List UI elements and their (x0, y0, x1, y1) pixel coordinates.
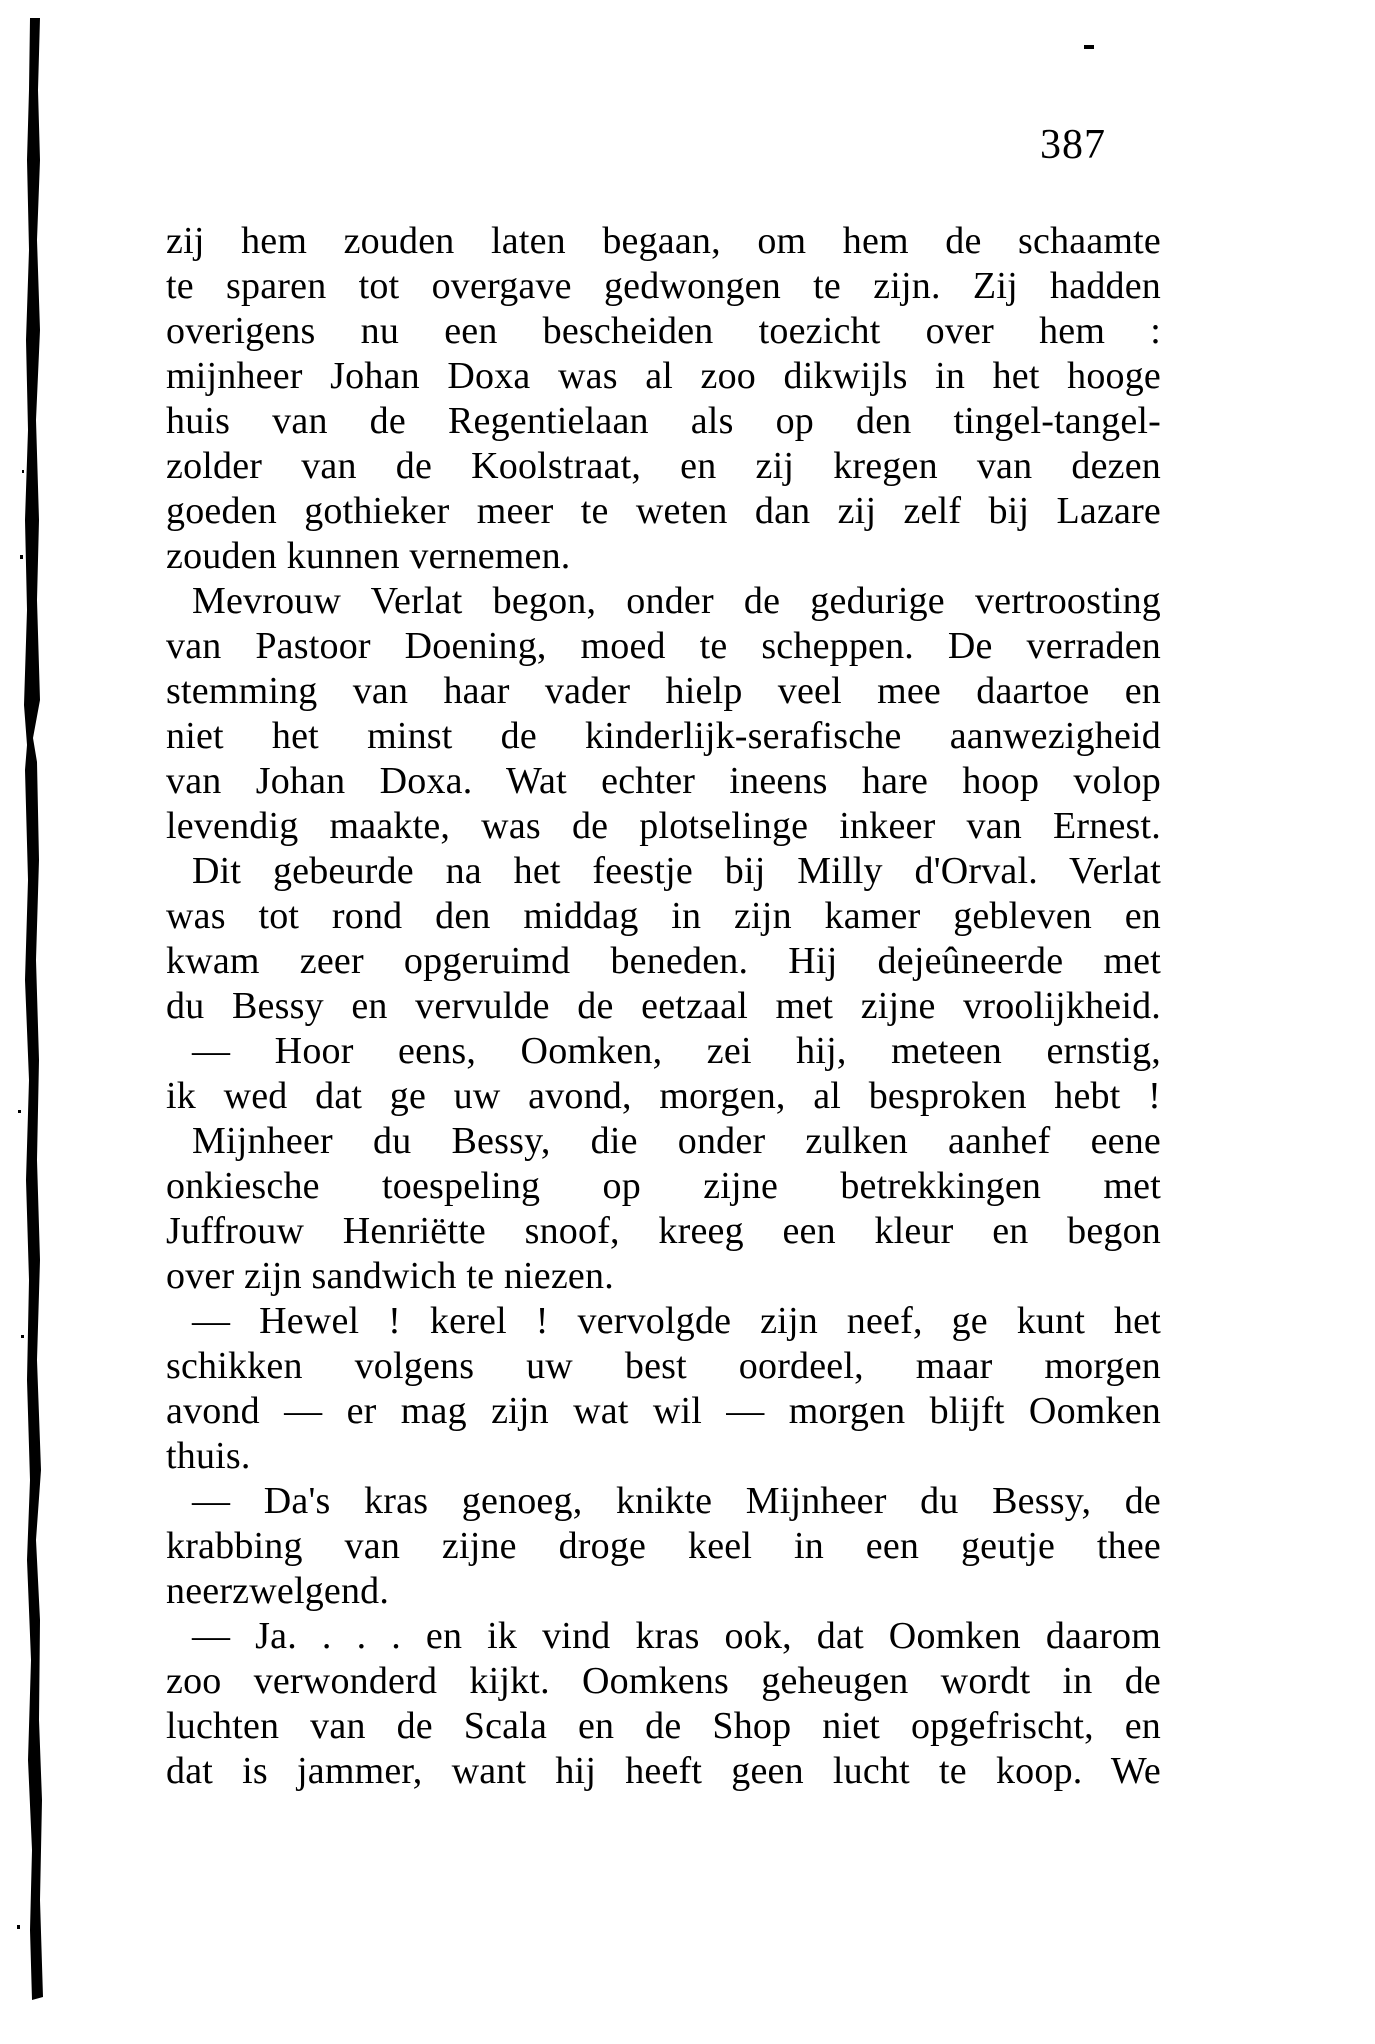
scan-edge-artifact (0, 0, 60, 2044)
text-line: luchten van de Scala en de Shop niet opgefrischt, en (166, 1705, 1161, 1747)
text-block (166, 219, 1161, 1794)
paragraph (166, 1614, 1161, 1794)
text-line: te sparen tot overgave gedwongen te zijn. Zij hadden (166, 265, 1161, 307)
page-number: 387 (1040, 122, 1106, 168)
text-line: — Hoor eens, Oomken, zei hij, meteen ernstig, (192, 1030, 1161, 1072)
text-line: levendig maakte, was de plotselinge inkeer van Ernest. (166, 805, 1161, 847)
text-line: Mijnheer du Bessy, die onder zulken aanhef eene (192, 1120, 1161, 1162)
text-line: Juffrouw Henriëtte snoof, kreeg een kleur en begon (166, 1210, 1161, 1252)
text-line: van Pastoor Doening, moed te scheppen. De verraden (166, 625, 1161, 667)
text-line: zouden kunnen vernemen. (166, 535, 571, 577)
text-line: onkiesche toespeling op zijne betrekkingen met (166, 1165, 1161, 1207)
text-line: stemming van haar vader hielp veel mee daartoe en (166, 670, 1161, 712)
text-line: — Hewel ! kerel ! vervolgde zijn neef, ge kunt het (192, 1300, 1161, 1342)
text-line: mijnheer Johan Doxa was al zoo dikwijls in het hooge (166, 355, 1161, 397)
text-line: over zijn sandwich te niezen. (166, 1255, 614, 1297)
text-line: zoo verwonderd kijkt. Oomkens geheugen wordt in de (166, 1660, 1161, 1702)
text-line: was tot rond den middag in zijn kamer gebleven en (166, 895, 1161, 937)
text-line: Mevrouw Verlat begon, onder de gedurige vertroosting (192, 580, 1161, 622)
text-line: niet het minst de kinderlijk-serafische aanwezigheid (166, 715, 1161, 757)
scan-speck (1084, 45, 1094, 49)
paragraph (166, 579, 1161, 849)
text-line: neerzwelgend. (166, 1570, 390, 1612)
paragraph (166, 219, 1161, 579)
text-line: — Ja. . . . en ik vind kras ook, dat Oomken daarom (192, 1615, 1161, 1657)
text-line: ik wed dat ge uw avond, morgen, al besproken hebt ! (166, 1075, 1161, 1117)
paragraph (166, 1479, 1161, 1614)
paragraph (166, 1029, 1161, 1119)
text-line: zij hem zouden laten begaan, om hem de schaamte (166, 220, 1161, 262)
text-line: thuis. (166, 1435, 251, 1477)
text-line: krabbing van zijne droge keel in een geutje thee (166, 1525, 1161, 1567)
text-line: du Bessy en vervulde de eetzaal met zijne vroolijkheid. (166, 985, 1161, 1027)
text-line: dat is jammer, want hij heeft geen lucht te koop. We (166, 1750, 1161, 1792)
text-line: — Da's kras genoeg, knikte Mijnheer du Bessy, de (192, 1480, 1161, 1522)
text-line: huis van de Regentielaan als op den tingel-tangel- (166, 400, 1161, 442)
text-line: overigens nu een bescheiden toezicht over hem : (166, 310, 1161, 352)
text-line: goeden gothieker meer te weten dan zij zelf bij Lazare (166, 490, 1161, 532)
text-line: avond — er mag zijn wat wil — morgen blijft Oomken (166, 1390, 1161, 1432)
paragraph (166, 1119, 1161, 1299)
text-line: kwam zeer opgeruimd beneden. Hij dejeûneerde met (166, 940, 1161, 982)
paragraph (166, 849, 1161, 1029)
text-line: schikken volgens uw best oordeel, maar morgen (166, 1345, 1161, 1387)
text-line: van Johan Doxa. Wat echter ineens hare hoop volop (166, 760, 1161, 802)
text-line: Dit gebeurde na het feestje bij Milly d'Orval. Verlat (192, 850, 1161, 892)
text-line: zolder van de Koolstraat, en zij kregen van dezen (166, 445, 1161, 487)
paragraph (166, 1299, 1161, 1479)
